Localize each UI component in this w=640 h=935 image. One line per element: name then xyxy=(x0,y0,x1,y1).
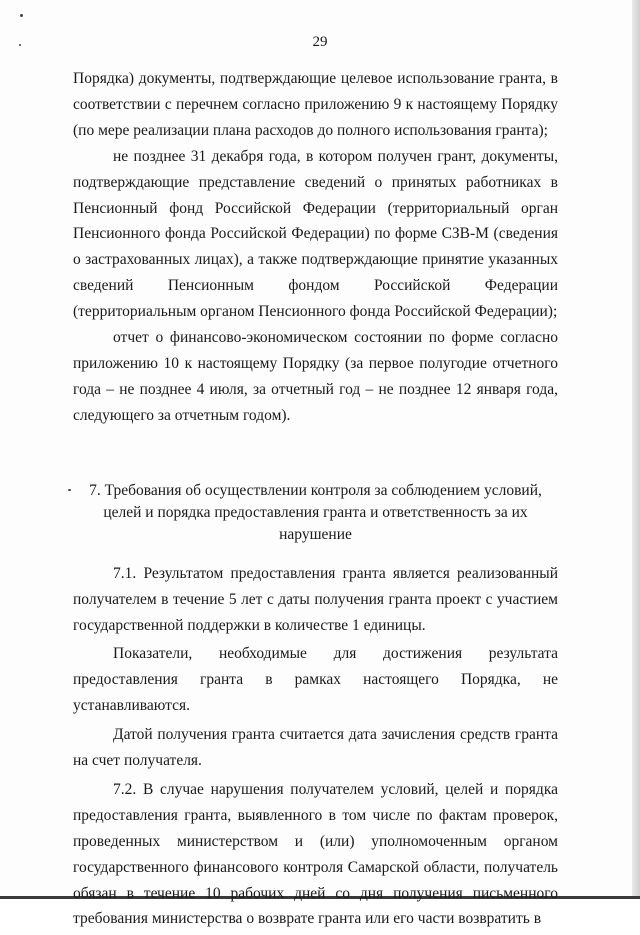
section-heading xyxy=(73,480,558,546)
document-body xyxy=(73,66,558,935)
paragraph: Показатели, необходимые для достижения результата предоставления гранта в рамках настоящего Порядка, не устанавливаются. xyxy=(73,645,558,715)
scan-speck xyxy=(20,14,23,17)
section-heading-line: целей и порядка предоставления гранта и ответственность за их нарушение xyxy=(103,503,528,543)
paragraph: отчет о финансово-экономическом состоянии по форме согласно приложению 10 к настоящему Порядку (за первое полугодие отчетного года – не позднее 4 июля, за отчетный год – не позднее 12 января года, следующего за отчетным годом). xyxy=(73,329,558,424)
paragraph: не позднее 31 декабря года, в котором получен грант, документы, подтверждающие представление сведений о принятых работниках в Пенсионный фонд Российской Федерации (территориальный орган Пенсионного фонда Российской Федерации) по форме СЗВ-М (сведения о застрахованных лицах), а также подтверждающие принятие указанных сведений Пенсионным фондом Российской Федерации (территориальным органом Пенсионного фонда Российской Федерации); xyxy=(73,147,558,321)
paragraph: 7.1. Результатом предоставления гранта является реализованный получателем в течение 5 лет с даты получения гранта проект с участием государственной поддержки в количестве 1 единицы. xyxy=(73,564,558,634)
paragraph: 7.2. В случае нарушения получателем условий, целей и порядка предоставления гранта, выявленного в том числе по фактам проверок, проведенных министерством и (или) уполномоченным органом государственного финансового контроля Самарской области, получатель обязан в течение 10 рабочих дней со дня получения письменного требования министерства о возврате гранта или его части возвратить в xyxy=(73,780,558,928)
scan-speck xyxy=(68,489,71,491)
paragraph: Датой получения гранта считается дата зачисления средств гранта на счет получателя. xyxy=(73,726,558,770)
scan-edge-right xyxy=(632,0,640,899)
paragraph: Порядка) документы, подтверждающие целевое использование гранта, в соответствии с перечнем согласно приложению 9 к настоящему Порядку (по мере реализации плана расходов до полного использования гранта); xyxy=(73,70,558,139)
page-number: 29 xyxy=(312,34,328,50)
section-heading-line: 7. Требования об осуществлении контроля за соблюдением условий, xyxy=(89,481,542,499)
